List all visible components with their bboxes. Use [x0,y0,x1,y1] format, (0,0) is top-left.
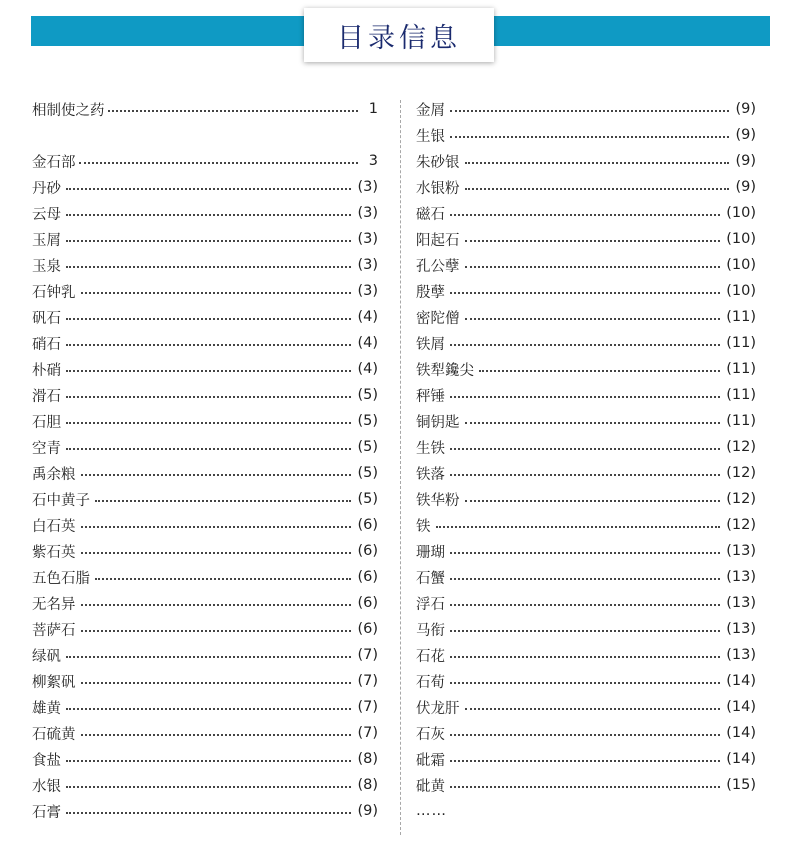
toc-entry-page: (9) [735,101,756,117]
dot-leader [95,500,351,502]
toc-entry [416,252,756,278]
dot-leader [66,812,351,814]
toc-entry-title: 丹砂 [32,180,61,197]
toc-entry-page: (8) [357,777,378,793]
toc-entry [416,746,756,772]
toc-entry [32,746,378,772]
toc-right-column [416,96,756,824]
toc-entry-title: 硝石 [32,336,61,353]
dot-leader [465,422,721,424]
toc-entry-title: 石膏 [32,804,61,821]
toc-entry-page: (13) [726,595,756,611]
dot-leader [450,760,720,762]
toc-entry-title: 阳起石 [416,232,460,249]
dot-leader [108,110,359,112]
toc-entry [416,512,756,538]
toc-entry-page: (4) [357,361,378,377]
toc-entry-title: 砒黄 [416,778,445,795]
toc-entry [416,200,756,226]
dot-leader [436,526,721,528]
toc-entry-title: 水银 [32,778,61,795]
toc-entry-page: (5) [357,465,378,481]
toc-entry [32,642,378,668]
toc-entry [32,668,378,694]
toc-entry [32,174,378,200]
toc-entry [32,798,378,824]
toc-entry-page: (9) [735,127,756,143]
dot-leader [450,214,720,216]
toc-entry-page: (12) [726,439,756,455]
toc-entry [32,304,378,330]
dot-leader [450,292,720,294]
toc-entry [416,304,756,330]
dot-leader [465,266,721,268]
toc-entry-page: (13) [726,543,756,559]
toc-entry-page: (7) [357,699,378,715]
toc-entry-page: (14) [726,751,756,767]
toc-entry [32,486,378,512]
dot-leader [81,630,352,632]
toc-entry [416,616,756,642]
toc-entry-page: (7) [357,725,378,741]
toc-entry [416,668,756,694]
dot-leader [450,344,720,346]
dot-leader [66,266,351,268]
toc-entry-page: (3) [357,179,378,195]
toc-entry-page: (4) [357,335,378,351]
dot-leader [66,448,351,450]
toc-entry [32,564,378,590]
toc-entry-page: (5) [357,387,378,403]
toc-entry [32,330,378,356]
toc-entry-page: (3) [357,231,378,247]
dot-leader [66,214,351,216]
toc-entry [32,434,378,460]
toc-entry-page: (12) [726,517,756,533]
toc-entry [32,460,378,486]
dot-leader [450,656,720,658]
toc-entry [32,590,378,616]
toc-entry-title: 铁屑 [416,336,445,353]
toc-entry [416,356,756,382]
toc-entry [32,356,378,382]
toc-entry-title: 玉泉 [32,258,61,275]
toc-entry-title: 玉屑 [32,232,61,249]
toc-entry-page: (6) [357,517,378,533]
dot-leader [66,760,351,762]
toc-entry-title: 五色石脂 [32,570,90,587]
dot-leader [66,396,351,398]
toc-entry-page: (14) [726,725,756,741]
dot-leader [66,422,351,424]
toc-entry [416,772,756,798]
toc-entry-page: (10) [726,231,756,247]
dot-leader [66,240,351,242]
dot-leader [450,110,729,112]
toc-entry [32,148,378,174]
dot-leader [450,578,720,580]
dot-leader [450,136,729,138]
dot-leader [81,552,352,554]
toc-entry [32,252,378,278]
toc-entry [416,460,756,486]
toc-entry-page: (6) [357,569,378,585]
toc-entry-page: (8) [357,751,378,767]
dot-leader [479,370,720,372]
toc-entry-title: 铜钥匙 [416,414,460,431]
toc-entry-title: 空青 [32,440,61,457]
toc-entry-title: 水银粉 [416,180,460,197]
dot-leader [450,630,720,632]
toc-entry-title: 云母 [32,206,61,223]
toc-entry-title: 密陀僧 [416,310,460,327]
dot-leader [450,682,720,684]
toc-entry-page: (13) [726,621,756,637]
toc-entry-title: 白石英 [32,518,76,535]
toc-entry [416,720,756,746]
toc-entry-title: 铁 [416,518,431,535]
dot-leader [450,734,720,736]
toc-entry [416,564,756,590]
toc-entry [416,434,756,460]
toc-entry-page: (6) [357,595,378,611]
toc-entry-page: (11) [726,361,756,377]
toc-entry-page: (15) [726,777,756,793]
toc-entry-page: 1 [368,101,378,117]
toc-entry-title: 石荀 [416,674,445,691]
toc-entry-page: (10) [726,257,756,273]
dot-leader [66,188,351,190]
dot-leader [465,318,721,320]
dot-leader [79,162,359,164]
toc-entry-page: (7) [357,647,378,663]
toc-entry [416,174,756,200]
toc-entry-title: 禹余粮 [32,466,76,483]
toc-entry [32,538,378,564]
dot-leader [66,344,351,346]
toc-entry-page: (11) [726,413,756,429]
dot-leader [66,708,351,710]
toc-entry-page: (5) [357,413,378,429]
toc-spacer [32,122,378,148]
toc-entry-page: (5) [357,491,378,507]
toc-entry-page: (12) [726,465,756,481]
toc-entry [416,486,756,512]
toc-entry-title: 砒霜 [416,752,445,769]
toc-entry [32,720,378,746]
toc-entry [416,96,756,122]
page-title: 目录信息 [304,8,494,62]
toc-entry-page: (14) [726,673,756,689]
toc-entry-title: 铁犁鑱尖 [416,362,474,379]
dot-leader [66,318,351,320]
dot-leader [465,188,730,190]
dot-leader [465,162,730,164]
toc-entry-page: (13) [726,569,756,585]
toc-entry-page: (3) [357,283,378,299]
toc-entry-title: 食盐 [32,752,61,769]
toc-entry [416,642,756,668]
toc-entry-title: 金屑 [416,102,445,119]
toc-entry-title: 矾石 [32,310,61,327]
dot-leader [66,370,351,372]
toc-entry-page: (13) [726,647,756,663]
toc-entry-title: 金石部 [32,154,76,171]
toc-entry [32,200,378,226]
toc-entry-title: 朱砂银 [416,154,460,171]
toc-entry-title: 伏龙肝 [416,700,460,717]
toc-entry-title: 石中黄子 [32,492,90,509]
toc-entry-title: 孔公孽 [416,258,460,275]
toc-entry-page: (9) [735,179,756,195]
toc-entry-title: 紫石英 [32,544,76,561]
dot-leader [465,500,721,502]
toc-entry-page: (5) [357,439,378,455]
dot-leader [450,786,720,788]
toc-entry-title: 秤锤 [416,388,445,405]
toc-entry-page: (11) [726,309,756,325]
toc-entry [416,148,756,174]
toc-entry-title: 石硫黄 [32,726,76,743]
toc-entry-page: (11) [726,387,756,403]
toc-entry-page: (6) [357,543,378,559]
toc-entry-title: 生铁 [416,440,445,457]
toc-entry-page: (10) [726,283,756,299]
dot-leader [81,604,352,606]
dot-leader [450,552,720,554]
toc-continuation: …… [416,803,447,819]
toc-entry-title: 石花 [416,648,445,665]
toc-entry [416,590,756,616]
toc-entry-page: (4) [357,309,378,325]
toc-entry-title: 雄黄 [32,700,61,717]
toc-entry [416,122,756,148]
dot-leader [450,474,720,476]
toc-entry-title: 浮石 [416,596,445,613]
toc-entry [416,538,756,564]
toc-entry-title: 菩萨石 [32,622,76,639]
toc-entry-title: 石蟹 [416,570,445,587]
toc-entry [416,408,756,434]
dot-leader [450,396,720,398]
dot-leader [95,578,351,580]
toc-entry [32,278,378,304]
dot-leader [81,292,352,294]
toc-entry [32,512,378,538]
toc-entry [32,96,378,122]
dot-leader [81,734,352,736]
toc-entry [32,616,378,642]
toc-entry [32,408,378,434]
dot-leader [81,526,352,528]
toc-entry-title: 相制使之药 [32,102,105,119]
toc-entry [416,694,756,720]
toc-entry-page: (9) [735,153,756,169]
toc-entry-title: 殷孽 [416,284,445,301]
toc-entry-page: (12) [726,491,756,507]
toc-entry [416,330,756,356]
toc-entry-title: 石钟乳 [32,284,76,301]
toc-entry-page: (14) [726,699,756,715]
dot-leader [465,240,721,242]
toc-entry-title: 无名异 [32,596,76,613]
dot-leader [450,448,720,450]
toc-entry-title: 朴硝 [32,362,61,379]
toc-entry-title: 绿矾 [32,648,61,665]
toc-entry-title: 珊瑚 [416,544,445,561]
toc-entry [32,382,378,408]
toc-entry-page: (7) [357,673,378,689]
toc-entry [416,382,756,408]
toc-entry-title: 铁落 [416,466,445,483]
column-divider [400,100,401,835]
toc-entry-title: 铁华粉 [416,492,460,509]
toc-entry-title: 柳絮矾 [32,674,76,691]
dot-leader [66,786,351,788]
toc-entry-title: 石灰 [416,726,445,743]
toc-left-column [32,96,378,824]
toc-entry-page: (3) [357,257,378,273]
toc-entry [32,694,378,720]
toc-entry-page: 3 [368,153,378,169]
toc-entry-page: (9) [357,803,378,819]
toc-entry [32,772,378,798]
toc-entry-page: (3) [357,205,378,221]
toc-entry-page: (10) [726,205,756,221]
toc-entry-title: 滑石 [32,388,61,405]
dot-leader [66,656,351,658]
toc-entry-title: 磁石 [416,206,445,223]
toc-entry-title: 石胆 [32,414,61,431]
toc-entry-title: 马衔 [416,622,445,639]
dot-leader [450,604,720,606]
dot-leader [465,708,721,710]
dot-leader [81,682,352,684]
toc-entry [416,278,756,304]
toc-entry [416,226,756,252]
toc-entry-title: 生银 [416,128,445,145]
toc-entry-page: (11) [726,335,756,351]
dot-leader [81,474,352,476]
toc-entry-page: (6) [357,621,378,637]
toc-entry [32,226,378,252]
